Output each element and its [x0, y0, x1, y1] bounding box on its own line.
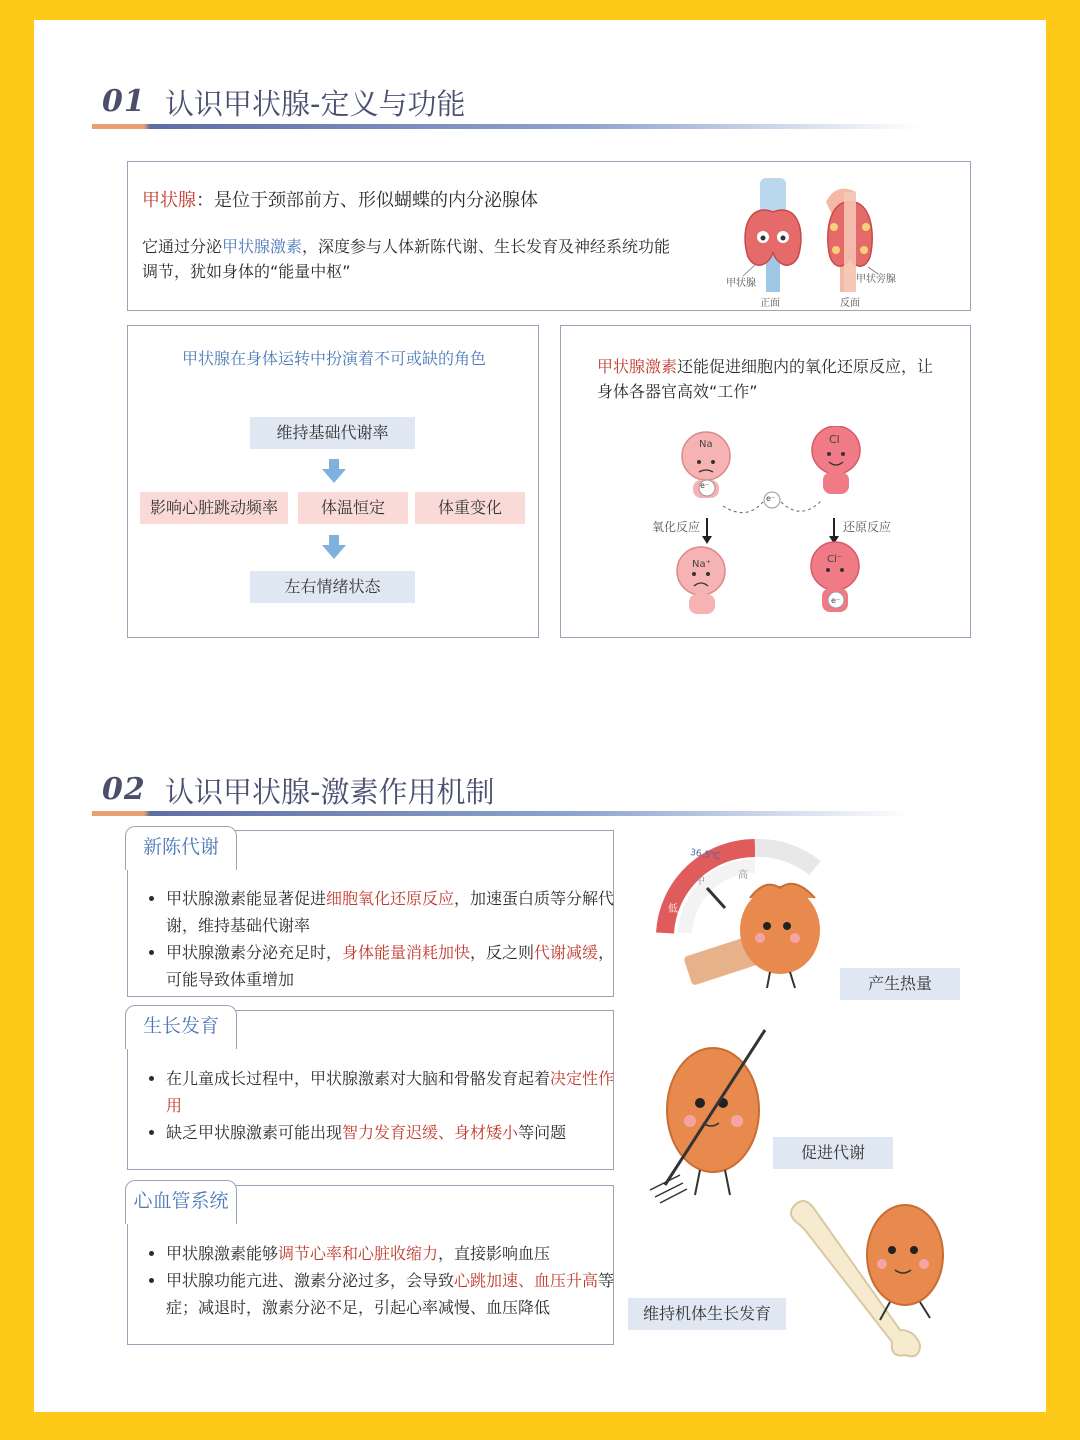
- redox-highlight: 甲状腺激素: [597, 357, 678, 376]
- role-body-temperature: 体温恒定: [298, 492, 408, 524]
- g2-hl1: 智力发育迟缓: [342, 1123, 439, 1142]
- c1-post: ，直接影响血压: [438, 1244, 551, 1263]
- section-2-title: 认识甲状腺-激素作用机制: [165, 775, 495, 809]
- description-highlight: 甲状腺激素: [222, 237, 303, 256]
- electron-label-transfer: e⁻: [766, 494, 776, 503]
- g2-post: 等问题: [518, 1123, 567, 1142]
- reduction-label: 还原反应: [843, 520, 892, 534]
- cl-ion-label: Cl⁻: [827, 554, 843, 565]
- m1-post: ，加速蛋白质等分解代谢，维持基础代谢率: [166, 889, 615, 935]
- gauge-mid: 中: [695, 876, 705, 887]
- m2-pre: 甲状腺激素分泌充足时，: [166, 943, 343, 962]
- metabolism-bullets: [144, 885, 616, 993]
- c2-hl: 心跳加速、血压升高: [454, 1271, 599, 1290]
- growth-bullets: [144, 1065, 616, 1146]
- section-2-number: 02: [102, 772, 146, 807]
- electron-label-na: e⁻: [700, 481, 710, 490]
- label-front: 正面: [760, 298, 780, 309]
- gauge-reading: 36.5℃: [689, 847, 721, 863]
- role-body-weight: 体重变化: [415, 492, 525, 524]
- na-ion-label: Na⁺: [692, 559, 711, 570]
- role-heart-rate: 影响心脏跳动频率: [140, 492, 288, 524]
- roles-box: [127, 325, 539, 638]
- description-pre: 它通过分泌: [142, 237, 223, 256]
- cardio-bullets: [144, 1240, 616, 1321]
- role-basal-metabolism: 维持基础代谢率: [250, 417, 415, 449]
- arrow-stem-1: [329, 459, 339, 469]
- g2-hl2: 身材矮小: [454, 1123, 519, 1142]
- metabolism-mascot-illustration: [645, 1025, 785, 1215]
- tag-metabolism: 新陈代谢: [125, 826, 237, 870]
- metabolism-bullet-2: [166, 939, 616, 993]
- description-post: ，深度参与人体新陈代谢、生长发育及神经系统功能调节，犹如身体的“能量中枢”: [142, 237, 671, 281]
- section-1-divider: [92, 124, 922, 129]
- electron-label-cl: e⁻: [831, 596, 841, 605]
- cardio-bullet-2: [166, 1267, 616, 1321]
- g2-pre: 缺乏甲状腺激素可能出现: [166, 1123, 343, 1142]
- gauge-high: 高: [738, 870, 748, 881]
- m1-hl: 细胞氧化还原反应: [326, 889, 455, 908]
- gauge-low: 低: [668, 904, 678, 915]
- label-parathyroid: 甲状旁腺: [856, 274, 896, 285]
- definition-box: [127, 161, 971, 311]
- growth-bullet-2: [166, 1119, 616, 1146]
- growth-mascot-illustration: [780, 1190, 960, 1365]
- redox-box: [560, 325, 971, 638]
- g2-mid: 、: [438, 1123, 455, 1142]
- section-2-divider: [92, 811, 912, 816]
- m2-post: ，可能导致体重增加: [166, 943, 615, 989]
- definition-line: [142, 186, 538, 212]
- c2-post: 等症；减退时，激素分泌不足，引起心率减慢、血压降低: [166, 1271, 615, 1317]
- growth-bullet-1: [166, 1065, 616, 1119]
- definition-description: [142, 234, 682, 284]
- redox-text: 还能促进细胞内的氧化还原反应，让身体各器官高效“工作”: [597, 357, 934, 401]
- arrow-stem-2: [329, 535, 339, 545]
- label-metab: 促进代谢: [773, 1137, 893, 1169]
- g1-pre: 在儿童成长过程中，甲状腺激素对大脑和骨骼发育起着: [166, 1069, 551, 1088]
- heat-mascot-illustration: [655, 838, 855, 998]
- c1-hl: 调节心率和心脏收缩力: [278, 1244, 439, 1263]
- m2-mid: ，反之则: [470, 943, 535, 962]
- definition-term: 甲状腺: [142, 190, 196, 211]
- tag-cardio: 心血管系统: [125, 1180, 237, 1224]
- label-heat: 产生热量: [840, 968, 960, 1000]
- label-growth: 维持机体生长发育: [628, 1298, 786, 1330]
- cardio-bullet-1: [166, 1240, 616, 1267]
- roles-title: 甲状腺在身体运转中扮演着不可或缺的角色: [181, 349, 486, 368]
- arrow-down-1: [322, 469, 346, 483]
- na-label: Na: [699, 439, 713, 450]
- arrow-down-2: [322, 545, 346, 559]
- metabolism-bullet-1: [166, 885, 616, 939]
- m2-hl1: 身体能量消耗加快: [342, 943, 471, 962]
- c2-pre: 甲状腺功能亢进、激素分泌过多，会导致: [166, 1271, 455, 1290]
- label-thyroid: 甲状腺: [726, 278, 756, 289]
- cl-label: Cl: [829, 433, 840, 446]
- definition-colon: ：: [196, 190, 214, 211]
- redox-description: [597, 354, 947, 404]
- section-1-number: 01: [102, 84, 146, 119]
- m1-pre: 甲状腺激素能显著促进: [166, 889, 327, 908]
- definition-text: 是位于颈部前方、形似蝴蝶的内分泌腺体: [214, 190, 538, 211]
- role-emotion: 左右情绪状态: [250, 571, 415, 603]
- m2-hl2: 代谢减缓: [534, 943, 599, 962]
- g1-hl: 决定性作用: [166, 1069, 615, 1115]
- c1-pre: 甲状腺激素能够: [166, 1244, 279, 1263]
- tag-growth: 生长发育: [125, 1005, 237, 1049]
- label-back: 反面: [840, 298, 860, 309]
- section-1-title: 认识甲状腺-定义与功能: [165, 87, 466, 121]
- oxidation-label: 氧化反应: [652, 520, 701, 534]
